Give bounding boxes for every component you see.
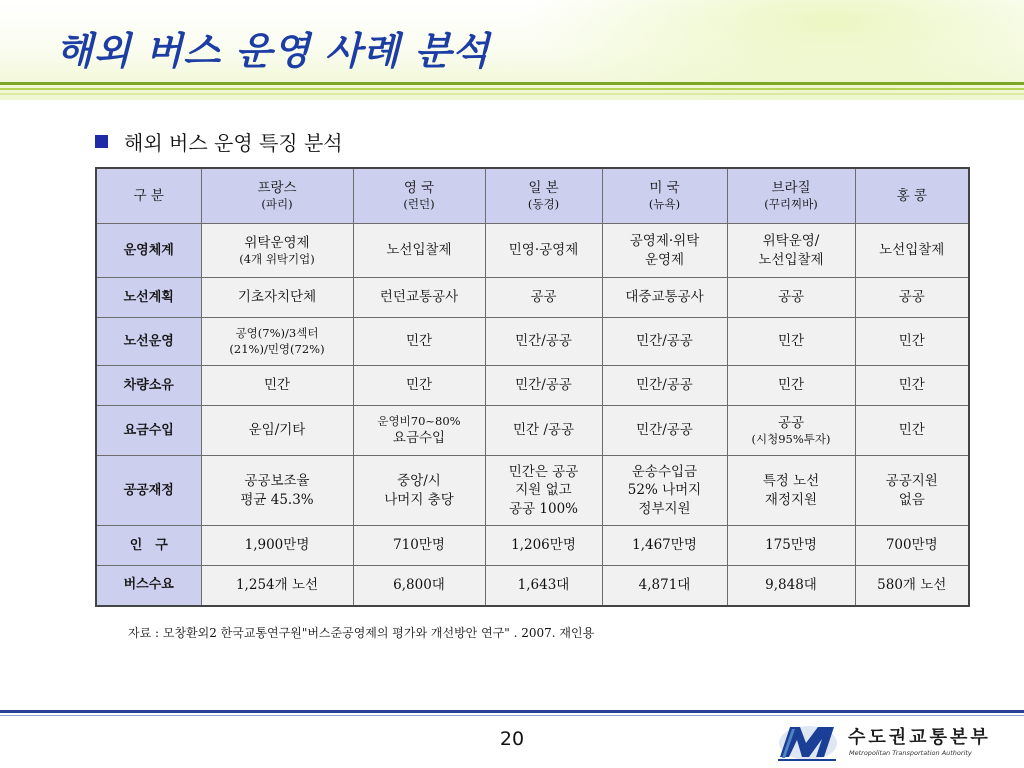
table-cell	[353, 456, 485, 526]
table-cell	[201, 366, 353, 406]
cell-text-line: 민간/공공	[515, 333, 572, 350]
cell-text-line: 대중교통공사	[625, 289, 704, 306]
table-cell	[485, 526, 602, 566]
header-divider	[0, 93, 1024, 95]
table-cell	[353, 224, 485, 278]
cell-text-line: 공공 100%	[509, 500, 578, 517]
cell-text-line: (21%)/민영(72%)	[229, 341, 325, 356]
cell-text-line: (파리)	[261, 197, 293, 212]
table-cell	[485, 406, 602, 456]
table-row	[96, 366, 969, 406]
cell-text-line: 52% 나머지	[627, 482, 702, 499]
logo-subtitle: Metropolitan Transportation Authority	[849, 749, 972, 757]
cell-text-line: 나머지 충당	[384, 491, 454, 508]
row-header: 노선운영	[96, 318, 201, 366]
table-row	[96, 406, 969, 456]
cell-text-line: 공공	[530, 289, 557, 306]
table-cell	[727, 566, 855, 606]
cell-text-line: 노선입찰제	[386, 242, 452, 259]
table-row	[96, 456, 969, 526]
column-header-city	[602, 168, 727, 224]
table-row	[96, 224, 969, 278]
cell-text-line: 기초자치단체	[237, 289, 317, 306]
header-glow	[520, 0, 1024, 100]
table-cell	[485, 456, 602, 526]
cell-text-line: 민영·공영제	[508, 242, 579, 259]
cell-text-line: 1,900만명	[244, 537, 310, 554]
table-cell	[727, 278, 855, 318]
table-cell	[201, 566, 353, 606]
table-row	[96, 278, 969, 318]
column-header-city	[485, 168, 602, 224]
cell-text-line: 운영제	[644, 251, 685, 268]
table-cell	[727, 456, 855, 526]
cell-text-line: 민간/공공	[636, 377, 693, 394]
table-cell	[201, 318, 353, 366]
table-cell	[855, 566, 969, 606]
cell-text-line: 정부지원	[638, 500, 691, 517]
table-cell	[353, 278, 485, 318]
table-header	[96, 168, 969, 224]
cell-text-line: 평균 45.3%	[240, 491, 314, 508]
header-band	[0, 0, 1024, 100]
cell-text-line: (런던)	[403, 197, 435, 212]
table-cell	[201, 406, 353, 456]
table-cell	[485, 318, 602, 366]
table-cell	[855, 366, 969, 406]
square-bullet-icon	[95, 135, 108, 148]
cell-text-line: 영 국	[403, 180, 435, 197]
table-cell	[602, 526, 727, 566]
footer-divider	[0, 710, 1024, 713]
cell-text-line: 특정 노선	[762, 473, 820, 490]
section-heading	[95, 127, 343, 156]
cell-text-line: 710만명	[393, 537, 445, 554]
cell-text-line: 위탁운영/	[762, 233, 820, 250]
table-row	[96, 566, 969, 606]
cell-text-line: 민간은 공공	[508, 464, 579, 481]
table-cell	[727, 224, 855, 278]
cell-text-line: 미 국	[649, 180, 680, 197]
cell-text-line: 공영제·위탁	[629, 233, 700, 250]
table-cell	[353, 526, 485, 566]
cell-text-line: 580개 노선	[877, 577, 947, 594]
cell-text-line: 175만명	[765, 537, 817, 554]
table-row	[96, 526, 969, 566]
m-logo-icon	[776, 720, 840, 764]
cell-text-line: 공공보조율	[244, 473, 310, 490]
cell-text-line: 공공지원	[885, 473, 938, 490]
row-header: 운영체계	[96, 224, 201, 278]
cell-text-line: 민간	[777, 377, 805, 394]
row-header: 버스수요	[96, 566, 201, 606]
cell-text-line: 민간 /공공	[512, 422, 574, 439]
cell-text-line: 구 분	[133, 187, 164, 204]
row-header: 차량소유	[96, 366, 201, 406]
table-cell	[727, 366, 855, 406]
table-cell	[855, 456, 969, 526]
cell-text-line: (동경)	[527, 197, 560, 212]
table-cell	[855, 224, 969, 278]
table-body	[96, 224, 969, 606]
row-header: 공공재정	[96, 456, 201, 526]
cell-text-line: 중앙/시	[397, 473, 441, 490]
cell-text-line: 민간	[405, 333, 433, 350]
table-cell	[485, 278, 602, 318]
table-cell	[353, 406, 485, 456]
cell-text-line: 런던교통공사	[379, 289, 459, 306]
cell-text-line: 위탁운영제	[244, 234, 310, 251]
page-title: 해외 버스 운영 사례 분석	[56, 29, 490, 73]
cell-text-line: 민간/공공	[636, 333, 693, 350]
source-note: 자료 : 모창환외2 한국교통연구원"버스준공영제의 평가와 개선방안 연구" . 2007. 재인용	[128, 626, 595, 640]
cell-text-line: 프랑스	[257, 180, 297, 197]
page-number: 20	[499, 728, 525, 750]
table-cell	[855, 278, 969, 318]
table-cell	[201, 278, 353, 318]
table-cell	[855, 526, 969, 566]
cell-text-line: (뉴욕)	[648, 197, 681, 212]
cell-text-line: 요금수입	[392, 430, 446, 447]
column-header-city	[855, 168, 969, 224]
cell-text-line: 1,254개 노선	[235, 577, 319, 594]
table-cell	[485, 566, 602, 606]
table-cell	[602, 318, 727, 366]
cell-text-line: 일 본	[528, 180, 559, 197]
row-header: 인 구	[96, 526, 201, 566]
column-header-city	[201, 168, 353, 224]
table-cell	[353, 566, 485, 606]
table-cell	[602, 406, 727, 456]
column-header-category	[96, 168, 201, 224]
table-cell	[201, 526, 353, 566]
cell-text-line: 민간	[777, 333, 805, 350]
table-cell	[602, 366, 727, 406]
cell-text-line: 민간	[405, 377, 433, 394]
table-cell	[602, 278, 727, 318]
table-row	[96, 318, 969, 366]
cell-text-line: 공공	[777, 289, 805, 306]
cell-text-line: 민간	[898, 377, 925, 394]
table-header-row	[96, 168, 969, 224]
header-divider	[0, 82, 1024, 85]
column-header-city	[353, 168, 485, 224]
cell-text-line: 6,800대	[393, 577, 445, 594]
cell-text-line: 노선입찰제	[879, 242, 945, 259]
table-cell	[727, 318, 855, 366]
cell-text-line: 지원 없고	[515, 482, 572, 499]
organization-logo	[776, 718, 1016, 766]
cell-text-line: (4개 위탁기업)	[239, 251, 315, 266]
cell-text-line: 9,848대	[765, 577, 817, 594]
cell-text-line: 공공	[777, 414, 805, 431]
cell-text-line: 공공	[898, 289, 925, 306]
table-cell	[727, 406, 855, 456]
table-cell	[485, 224, 602, 278]
cell-text-line: 브라질	[771, 180, 811, 197]
table-cell	[201, 456, 353, 526]
cell-text-line: (시청95%투자)	[751, 431, 831, 446]
row-header: 요금수입	[96, 406, 201, 456]
cell-text-line: 없음	[898, 491, 925, 508]
cell-text-line: 운송수입금	[631, 464, 698, 481]
cell-text-line: (꾸리찌바)	[764, 197, 818, 212]
cell-text-line: 민간/공공	[636, 422, 693, 439]
table-cell	[602, 224, 727, 278]
cell-text-line: 민간	[898, 422, 925, 439]
column-header-city	[727, 168, 855, 224]
table-cell	[201, 224, 353, 278]
cell-text-line: 4,871대	[638, 577, 691, 594]
row-header: 노선계획	[96, 278, 201, 318]
table-cell	[353, 366, 485, 406]
cell-text-line: 공영(7%)/3섹터	[235, 325, 319, 340]
cell-text-line: 1,467만명	[632, 537, 697, 554]
cell-text-line: 홍 콩	[896, 187, 927, 204]
footer-divider	[0, 715, 1024, 716]
table-cell	[855, 406, 969, 456]
table-cell	[353, 318, 485, 366]
cell-text-line: 재정지원	[764, 491, 818, 508]
cell-text-line: 운영비70~80%	[377, 413, 461, 428]
header-divider	[0, 88, 1024, 90]
cell-text-line: 민간	[263, 377, 291, 394]
table-cell	[485, 366, 602, 406]
cell-text-line: 1,206만명	[511, 537, 576, 554]
cell-text-line: 1,643대	[517, 577, 570, 594]
cell-text-line: 700만명	[885, 537, 938, 554]
comparison-table	[95, 167, 970, 607]
cell-text-line: 민간/공공	[515, 377, 572, 394]
logo-name: 수도권교통본부	[848, 727, 991, 748]
table-cell	[602, 566, 727, 606]
cell-text-line: 운임/기타	[248, 422, 306, 439]
table-cell	[727, 526, 855, 566]
cell-text-line: 민간	[898, 333, 925, 350]
cell-text-line: 노선입찰제	[758, 251, 824, 268]
table-cell	[602, 456, 727, 526]
section-heading-text: 해외 버스 운영 특징 분석	[124, 131, 343, 155]
table-cell	[855, 318, 969, 366]
